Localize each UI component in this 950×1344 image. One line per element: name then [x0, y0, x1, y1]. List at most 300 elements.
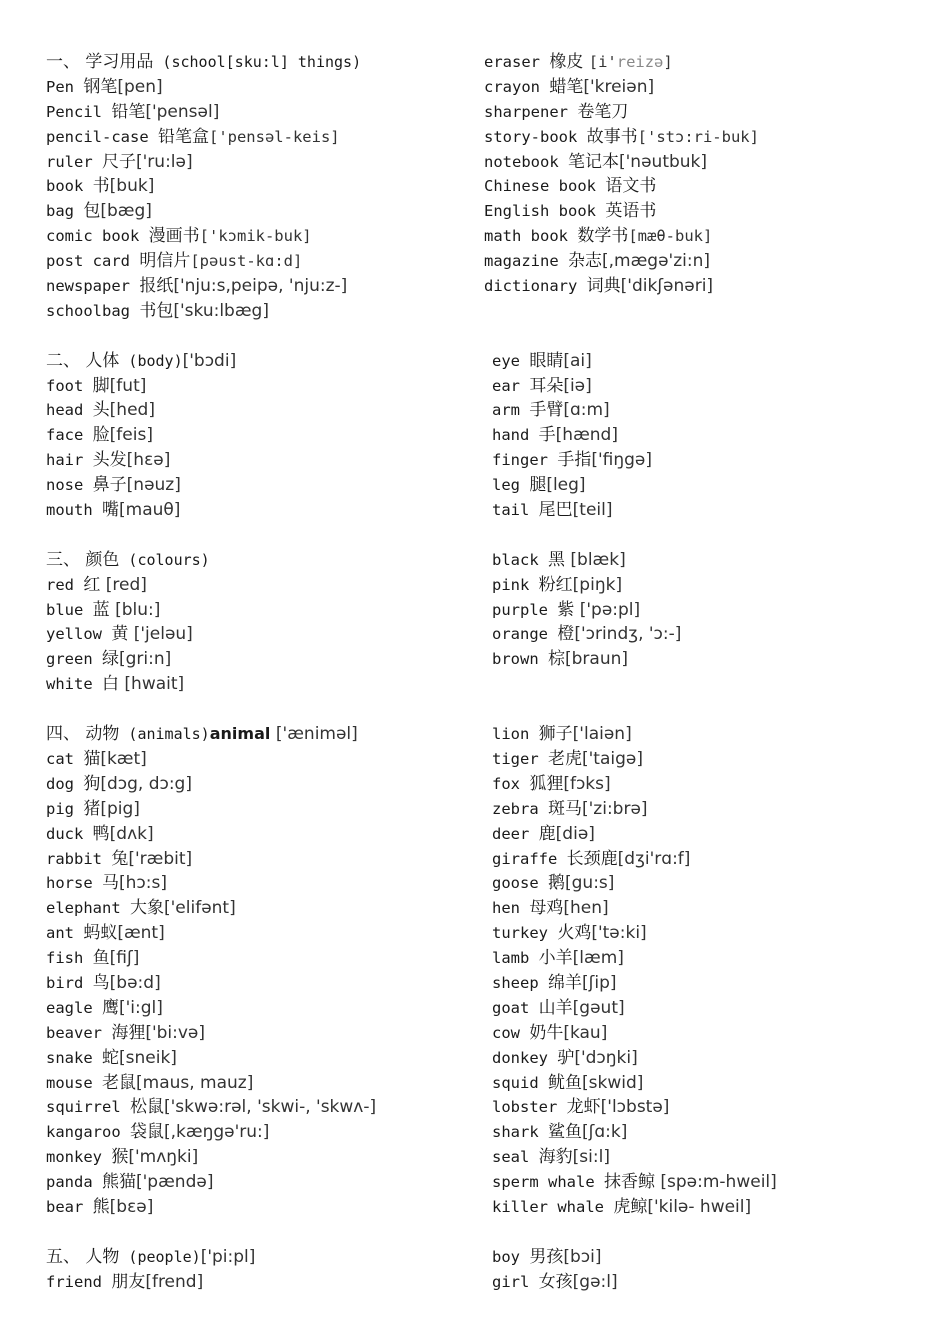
- vocab-entry: [484, 448, 924, 473]
- vocab-entry: [484, 871, 924, 896]
- phonetic: [gə:l]: [572, 1271, 618, 1292]
- chinese-meaning: 海狸: [111, 1022, 146, 1043]
- vocab-entry: [484, 174, 924, 199]
- english-word: deer: [492, 824, 539, 843]
- phonetic: [pig]: [100, 798, 140, 819]
- chinese-meaning: 女孩: [538, 1271, 573, 1292]
- phonetic: [gu:s]: [565, 873, 615, 894]
- phonetic: [spə:m-hweil]: [660, 1172, 777, 1193]
- english-word: donkey: [492, 1048, 558, 1067]
- phonetic: ['ru:lə]: [136, 151, 193, 172]
- vocab-entry: [484, 896, 924, 921]
- english-word: (body): [119, 351, 183, 370]
- chinese-meaning: 抹香鲸: [603, 1172, 661, 1193]
- chinese-meaning: 蚂蚁: [83, 923, 118, 944]
- phonetic: [red]: [105, 574, 147, 595]
- vocab-entry: [484, 747, 924, 772]
- phonetic: [skwid]: [582, 1072, 644, 1093]
- vocab-entry: [484, 946, 924, 971]
- phonetic: ['taigə]: [582, 748, 643, 769]
- chinese-meaning: 鹅: [548, 873, 565, 894]
- english-word: Chinese book: [484, 177, 606, 196]
- phonetic: ['nəutbuk]: [619, 151, 708, 172]
- vocab-entry: [46, 573, 466, 598]
- vocab-entry: [46, 1145, 466, 1170]
- english-word: sperm whale: [492, 1173, 604, 1192]
- phonetic: ['ræbit]: [128, 848, 193, 869]
- chinese-meaning: 鲨鱼: [548, 1122, 582, 1143]
- vocab-entry: [484, 374, 924, 399]
- vocab-entry: [46, 274, 466, 299]
- chinese-meaning: 手: [538, 425, 556, 446]
- english-word: zebra: [492, 799, 548, 818]
- vocab-entry: [46, 473, 466, 498]
- chinese-meaning: 语文书: [605, 176, 657, 197]
- phonetic: [hɛə]: [126, 450, 171, 471]
- vocab-entry: [46, 971, 466, 996]
- english-word: ruler: [46, 152, 102, 171]
- english-word: pencil-case: [46, 127, 158, 146]
- vocab-entry: [46, 174, 466, 199]
- english-word: schoolbag: [46, 301, 140, 320]
- english-word: finger: [492, 451, 558, 470]
- chinese-meaning: 粉红: [538, 574, 573, 595]
- phonetic: [piŋk]: [572, 574, 623, 595]
- vocab-entry: [46, 75, 466, 100]
- spacer: [484, 324, 924, 349]
- spacer: [484, 697, 924, 722]
- english-word: white: [46, 675, 102, 694]
- chinese-meaning: 黑: [548, 549, 571, 570]
- chinese-meaning: 朋友: [111, 1271, 146, 1292]
- english-word: pig: [46, 799, 84, 818]
- vocab-entry: [46, 299, 466, 324]
- phonetic: reizə: [616, 53, 664, 71]
- chinese-meaning: 铅笔盒: [157, 126, 209, 147]
- english-word-bold: animal: [209, 724, 276, 744]
- chinese-meaning: 五、 人物: [46, 1246, 120, 1267]
- spacer: [484, 523, 924, 548]
- phonetic: ['zi:brə]: [582, 798, 648, 819]
- english-word: goose: [492, 874, 548, 893]
- chinese-meaning: 蓝: [92, 599, 116, 620]
- vocab-entry: [46, 150, 466, 175]
- chinese-meaning: 男孩: [529, 1246, 564, 1267]
- english-word: hand: [492, 426, 539, 445]
- vocab-entry: [46, 125, 466, 150]
- english-word: ear: [492, 376, 530, 395]
- chinese-meaning: 火鸡: [557, 923, 592, 944]
- phonetic: [feis]: [109, 425, 153, 446]
- chinese-meaning: 虎鲸: [613, 1196, 648, 1217]
- english-word: squid: [492, 1073, 548, 1092]
- phonetic: ['kɔmik-buk]: [199, 227, 312, 246]
- english-word: tiger: [492, 749, 548, 768]
- phonetic: [bə:d]: [109, 972, 161, 993]
- vocab-entry: [46, 622, 466, 647]
- spacer: [484, 672, 924, 697]
- english-word: head: [46, 401, 93, 420]
- vocab-entry: [484, 622, 924, 647]
- phonetic: [buk]: [109, 176, 155, 197]
- chinese-meaning: 尺子: [102, 151, 136, 172]
- phonetic: [maus, mauz]: [136, 1072, 254, 1093]
- english-word: Pencil: [46, 102, 112, 121]
- phonetic: ['ɔrindʒ, 'ɔ:-]: [574, 624, 682, 645]
- phonetic: [ɑ:m]: [563, 400, 610, 421]
- english-word: English book: [484, 202, 606, 221]
- english-word: turkey: [492, 924, 558, 943]
- phonetic: [ʃip]: [582, 972, 617, 993]
- phonetic: [iə]: [563, 375, 592, 396]
- english-word: squirrel: [46, 1098, 130, 1117]
- phonetic: [gəut]: [572, 997, 625, 1018]
- english-word: book: [46, 177, 93, 196]
- spacer: [484, 1220, 924, 1245]
- vocab-entry: [46, 847, 466, 872]
- english-word: hen: [492, 899, 530, 918]
- phonetic: [mauθ]: [119, 500, 181, 521]
- phonetic: ['kreiən]: [583, 76, 655, 97]
- english-word: dictionary: [484, 277, 587, 296]
- english-word: (animals): [119, 725, 210, 744]
- chinese-meaning: 袋鼠: [130, 1122, 164, 1143]
- spacer: [484, 299, 924, 324]
- vocab-entry: [484, 1046, 924, 1071]
- vocab-entry: [484, 797, 924, 822]
- section-heading: [46, 50, 466, 75]
- phonetic: [ʃɑ:k]: [582, 1122, 628, 1143]
- chinese-meaning: 鸭: [92, 823, 110, 844]
- chinese-meaning: 明信片: [139, 251, 191, 272]
- vocab-entry: [46, 747, 466, 772]
- vocab-entry: [484, 722, 924, 747]
- english-word: leg: [492, 476, 530, 495]
- chinese-meaning: 猴: [111, 1147, 129, 1168]
- phonetic: [si:l]: [572, 1147, 610, 1168]
- english-word: boy: [492, 1247, 530, 1266]
- chinese-meaning: 手指: [557, 450, 592, 471]
- phonetic: [hed]: [109, 400, 155, 421]
- vocab-entry: [484, 822, 924, 847]
- vocab-entry: [46, 398, 466, 423]
- chinese-meaning: 铅笔: [111, 101, 146, 122]
- english-word: eraser: [484, 53, 550, 71]
- section-heading: [46, 349, 466, 374]
- vocab-entry: [46, 448, 466, 473]
- chinese-meaning: 海豹: [538, 1147, 573, 1168]
- chinese-meaning: 手臂: [529, 400, 564, 421]
- right-column: [484, 50, 924, 1295]
- vocab-entry: [484, 1021, 924, 1046]
- phonetic: ['elifənt]: [164, 898, 236, 919]
- vocab-entry: [484, 199, 924, 224]
- vocab-entry: [46, 772, 466, 797]
- vocab-entry: [484, 473, 924, 498]
- english-word: goat: [492, 998, 539, 1017]
- chinese-meaning: 书包: [139, 300, 174, 321]
- vocab-entry: [484, 772, 924, 797]
- phonetic: [nəuz]: [126, 475, 181, 496]
- chinese-meaning: 包: [83, 201, 101, 222]
- chinese-meaning: 蜡笔: [549, 76, 584, 97]
- phonetic: [fiʃ]: [109, 948, 140, 969]
- english-word: post card: [46, 252, 140, 271]
- english-word: yellow: [46, 625, 112, 644]
- chinese-meaning: 小羊: [538, 948, 573, 969]
- chinese-meaning: 杂志: [568, 251, 602, 272]
- vocab-entry: [46, 996, 466, 1021]
- english-word: magazine: [484, 252, 568, 271]
- english-word: lamb: [492, 949, 539, 968]
- phonetic: ['pændə]: [136, 1172, 214, 1193]
- chinese-meaning: 眼睛: [529, 350, 564, 371]
- phonetic: ['pensəl]: [145, 101, 220, 122]
- vocab-entry: [484, 150, 924, 175]
- chinese-meaning: 松鼠: [130, 1097, 164, 1118]
- phonetic: [hænd]: [555, 425, 618, 446]
- phonetic: ['pi:pl]: [200, 1246, 256, 1267]
- english-word: eagle: [46, 998, 102, 1017]
- spacer: [46, 1220, 466, 1245]
- chinese-meaning: 报纸: [139, 276, 174, 297]
- english-word: eye: [492, 351, 530, 370]
- phonetic: [mæθ-buk]: [628, 227, 713, 246]
- english-word: brown: [492, 650, 548, 669]
- chinese-meaning: 鹿: [538, 823, 556, 844]
- vocab-entry: [484, 498, 924, 523]
- vocab-entry: [46, 374, 466, 399]
- phonetic: ['laiən]: [572, 724, 632, 745]
- english-word: duck: [46, 824, 93, 843]
- phonetic: [blu:]: [115, 599, 161, 620]
- chinese-meaning: 大象: [130, 898, 164, 919]
- english-word: horse: [46, 874, 102, 893]
- chinese-meaning: 狗: [83, 773, 101, 794]
- section-heading: [46, 548, 466, 573]
- vocab-entry: [484, 847, 924, 872]
- english-word: giraffe: [492, 849, 567, 868]
- chinese-meaning: 腿: [529, 475, 547, 496]
- phonetic: [diə]: [555, 823, 595, 844]
- chinese-meaning: 鸟: [92, 972, 110, 993]
- phonetic: ['sku:lbæg]: [173, 300, 269, 321]
- phonetic: ['tə:ki]: [591, 923, 647, 944]
- vocab-entry: [484, 274, 924, 299]
- chinese-meaning: 四、 动物: [46, 724, 120, 745]
- vocab-entry: [484, 1145, 924, 1170]
- vocab-entry: [484, 1120, 924, 1145]
- phonetic: [,mægə'zi:n]: [602, 251, 710, 272]
- english-word: seal: [492, 1148, 539, 1167]
- vocab-entry: [46, 249, 466, 274]
- phonetic: [bɔi]: [563, 1246, 602, 1267]
- phonetic: ['æniməl]: [275, 724, 358, 745]
- english-word: math book: [484, 227, 578, 246]
- phonetic: [pəust-kɑ:d]: [190, 252, 303, 271]
- chinese-meaning: 漫画书: [148, 226, 200, 247]
- phonetic: [dɔg, dɔ:g]: [100, 773, 192, 794]
- english-word: cow: [492, 1023, 530, 1042]
- chinese-meaning: 橙: [557, 624, 575, 645]
- spacer: [46, 324, 466, 349]
- english-word: shark: [492, 1123, 548, 1142]
- english-word: foot: [46, 376, 93, 395]
- vocab-entry: [46, 672, 466, 697]
- phonetic: [braun]: [565, 649, 629, 670]
- vocab-entry: [484, 1170, 924, 1195]
- vocab-entry: [46, 423, 466, 448]
- phonetic: [gri:n]: [119, 649, 172, 670]
- vocab-entry: [46, 822, 466, 847]
- phonetic: [læm]: [572, 948, 624, 969]
- phonetic: [leg]: [546, 475, 586, 496]
- chinese-meaning: 老鼠: [102, 1072, 136, 1093]
- vocab-entry: [484, 349, 924, 374]
- chinese-meaning: 狮子: [538, 724, 573, 745]
- phonetic: ['dɔŋki]: [574, 1047, 638, 1068]
- chinese-meaning: 数学书: [577, 226, 629, 247]
- vocab-entry: [46, 1120, 466, 1145]
- vocab-entry: [484, 398, 924, 423]
- vocab-entry: [484, 249, 924, 274]
- phonetic: [hen]: [563, 898, 609, 919]
- vocab-entry: [484, 598, 924, 623]
- phonetic: [sneik]: [119, 1047, 177, 1068]
- english-word: sheep: [492, 973, 548, 992]
- english-word: face: [46, 426, 93, 445]
- chinese-meaning: 驴: [557, 1047, 575, 1068]
- vocab-entry: [46, 1170, 466, 1195]
- vocab-entry: [484, 573, 924, 598]
- phonetic: ['pensəl-keis]: [208, 127, 340, 146]
- phonetic: ['skwə:rəl, 'skwi-, 'skwʌ-]: [164, 1097, 377, 1118]
- phonetic: [,kæŋgə'ru:]: [164, 1122, 270, 1143]
- english-word: ant: [46, 924, 84, 943]
- english-word: mouth: [46, 501, 102, 520]
- vocab-entry: [484, 647, 924, 672]
- vocab-entry: [46, 199, 466, 224]
- chinese-meaning: 猫: [83, 748, 101, 769]
- vocab-entry: [484, 1270, 924, 1295]
- vocab-entry: [46, 921, 466, 946]
- english-word: newspaper: [46, 277, 140, 296]
- chinese-meaning: 龙虾: [566, 1097, 601, 1118]
- vocab-entry: [484, 996, 924, 1021]
- chinese-meaning: 头发: [92, 450, 127, 471]
- chinese-meaning: 山羊: [538, 997, 573, 1018]
- chinese-meaning: 熊: [92, 1196, 110, 1217]
- phonetic: [hwait]: [124, 674, 185, 695]
- chinese-meaning: 红: [83, 574, 106, 595]
- vocab-entry: [46, 1021, 466, 1046]
- vocab-entry: [46, 598, 466, 623]
- english-word: beaver: [46, 1023, 112, 1042]
- chinese-meaning: 斑马: [548, 798, 582, 819]
- vocab-entry: [484, 1195, 924, 1220]
- english-word: lobster: [492, 1098, 567, 1117]
- phonetic: [fut]: [109, 375, 147, 396]
- chinese-meaning: 鹰: [102, 997, 119, 1018]
- english-word: purple: [492, 600, 558, 619]
- vocab-entry: [46, 100, 466, 125]
- spacer: [46, 523, 466, 548]
- vocab-entry: [46, 871, 466, 896]
- section-heading: [46, 1245, 466, 1270]
- chinese-meaning: 头: [92, 400, 110, 421]
- phonetic: [bɛə]: [109, 1196, 154, 1217]
- english-word: rabbit: [46, 849, 112, 868]
- english-word: nose: [46, 476, 93, 495]
- chinese-meaning: 绵羊: [548, 972, 582, 993]
- vocab-entry: [484, 1071, 924, 1096]
- chinese-meaning: 笔记本: [568, 151, 619, 172]
- vocab-entry: [484, 971, 924, 996]
- phonetic: ['lɔbstə]: [600, 1097, 670, 1118]
- phonetic: [dʌk]: [109, 823, 154, 844]
- chinese-meaning: 绿: [102, 649, 119, 670]
- english-word: (school[sku:l] things): [153, 53, 362, 71]
- chinese-meaning: 一、 学习用品: [46, 52, 154, 72]
- chinese-meaning: 兔: [111, 848, 129, 869]
- spacer: [46, 697, 466, 722]
- english-word: fish: [46, 949, 93, 968]
- english-word: snake: [46, 1048, 102, 1067]
- chinese-meaning: 马: [102, 873, 119, 894]
- english-word: (people): [119, 1247, 201, 1266]
- phonetic: ['dikʃənəri]: [620, 276, 714, 297]
- chinese-meaning: 尾巴: [538, 500, 573, 521]
- chinese-meaning: 鱿鱼: [548, 1072, 582, 1093]
- chinese-meaning: 白: [102, 674, 125, 695]
- english-word: fox: [492, 774, 530, 793]
- vocab-entry: [46, 1270, 466, 1295]
- vocab-entry: [46, 1071, 466, 1096]
- english-word: comic book: [46, 227, 149, 246]
- english-word: cat: [46, 749, 84, 768]
- chinese-meaning: 脸: [92, 425, 110, 446]
- english-word: girl: [492, 1272, 539, 1291]
- phonetic: [ænt]: [117, 923, 165, 944]
- phonetic: [i': [588, 53, 617, 71]
- left-column: [46, 50, 466, 1295]
- english-word: notebook: [484, 152, 568, 171]
- chinese-meaning: 三、 颜色: [46, 549, 120, 570]
- phonetic: ['kilə- hweil]: [647, 1196, 752, 1217]
- english-word: arm: [492, 401, 530, 420]
- phonetic: ['fiŋgə]: [591, 450, 652, 471]
- phonetic: [blæk]: [570, 549, 626, 570]
- phonetic: ['i:gl]: [119, 997, 163, 1018]
- chinese-meaning: 黄: [111, 624, 134, 645]
- vocab-entry: [46, 498, 466, 523]
- english-word: lion: [492, 725, 539, 744]
- phonetic: ['stɔ:ri-buk]: [637, 127, 759, 146]
- phonetic: ['bi:və]: [145, 1022, 206, 1043]
- english-word: (colours): [119, 550, 210, 569]
- chinese-meaning: 紫: [557, 599, 580, 620]
- chinese-meaning: 英语书: [605, 201, 657, 222]
- chinese-meaning: 长颈鹿: [566, 848, 618, 869]
- english-word: orange: [492, 625, 558, 644]
- vocab-entry: [46, 1095, 466, 1120]
- english-word: elephant: [46, 899, 130, 918]
- vocab-entry: [484, 50, 924, 75]
- english-word: story-book: [484, 127, 587, 146]
- phonetic: [pen]: [117, 76, 163, 97]
- vocab-entry: [484, 1095, 924, 1120]
- vocab-entry: [46, 224, 466, 249]
